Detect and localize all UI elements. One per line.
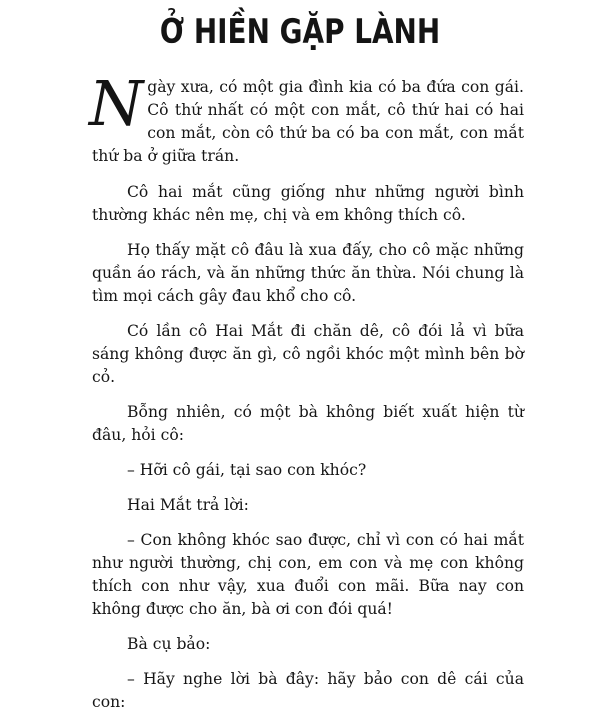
paragraph-1 (89, 67, 524, 168)
paragraph-2: Cô hai mắt cũng giống như những người bình thường khác nên mẹ, chị và em không thích cô. (92, 183, 524, 224)
drop-cap: N (89, 67, 144, 140)
paragraph-6: – Hỡi cô gái, tại sao con khóc? (127, 461, 367, 479)
paragraph-3: Họ thấy mặt cô đâu là xua đấy, cho cô mặc những quần áo rách, và ăn những thức ăn thừa. Nói chung là tìm mọi cách gây đau khổ cho cô. (92, 241, 524, 305)
story-title: Ở HIỀN GẶP LÀNH (159, 12, 441, 52)
paragraph-4: Có lần cô Hai Mắt đi chăn dê, cô đói lả vì bữa sáng không được ăn gì, cô ngồi khóc một mình bên bờ cỏ. (92, 322, 524, 386)
story-body (89, 67, 524, 726)
paragraph-10: – Hãy nghe lời bà đây: hãy bảo con dê cái của con: (92, 670, 524, 711)
paragraph-8: – Con không khóc sao được, chỉ vì con có hai mắt như người thường, chị con, em con và mẹ con không thích con như vậy, xua đuổi con mãi. Bữa nay con không được cho ăn, bà ơi con đói quá! (92, 531, 524, 618)
paragraph-9: Bà cụ bảo: (127, 635, 211, 653)
paragraph-text: gày xưa, có một gia đình kia có ba đứa con gái. Cô thứ nhất có một con mắt, cô thứ hai có hai con mắt, còn cô thứ ba có ba con mắt, con mắt thứ ba ở giữa trán. (92, 78, 524, 165)
paragraph-7: Hai Mắt trả lời: (127, 496, 249, 514)
paragraph-5: Bỗng nhiên, có một bà không biết xuất hiện từ đâu, hỏi cô: (92, 403, 524, 444)
